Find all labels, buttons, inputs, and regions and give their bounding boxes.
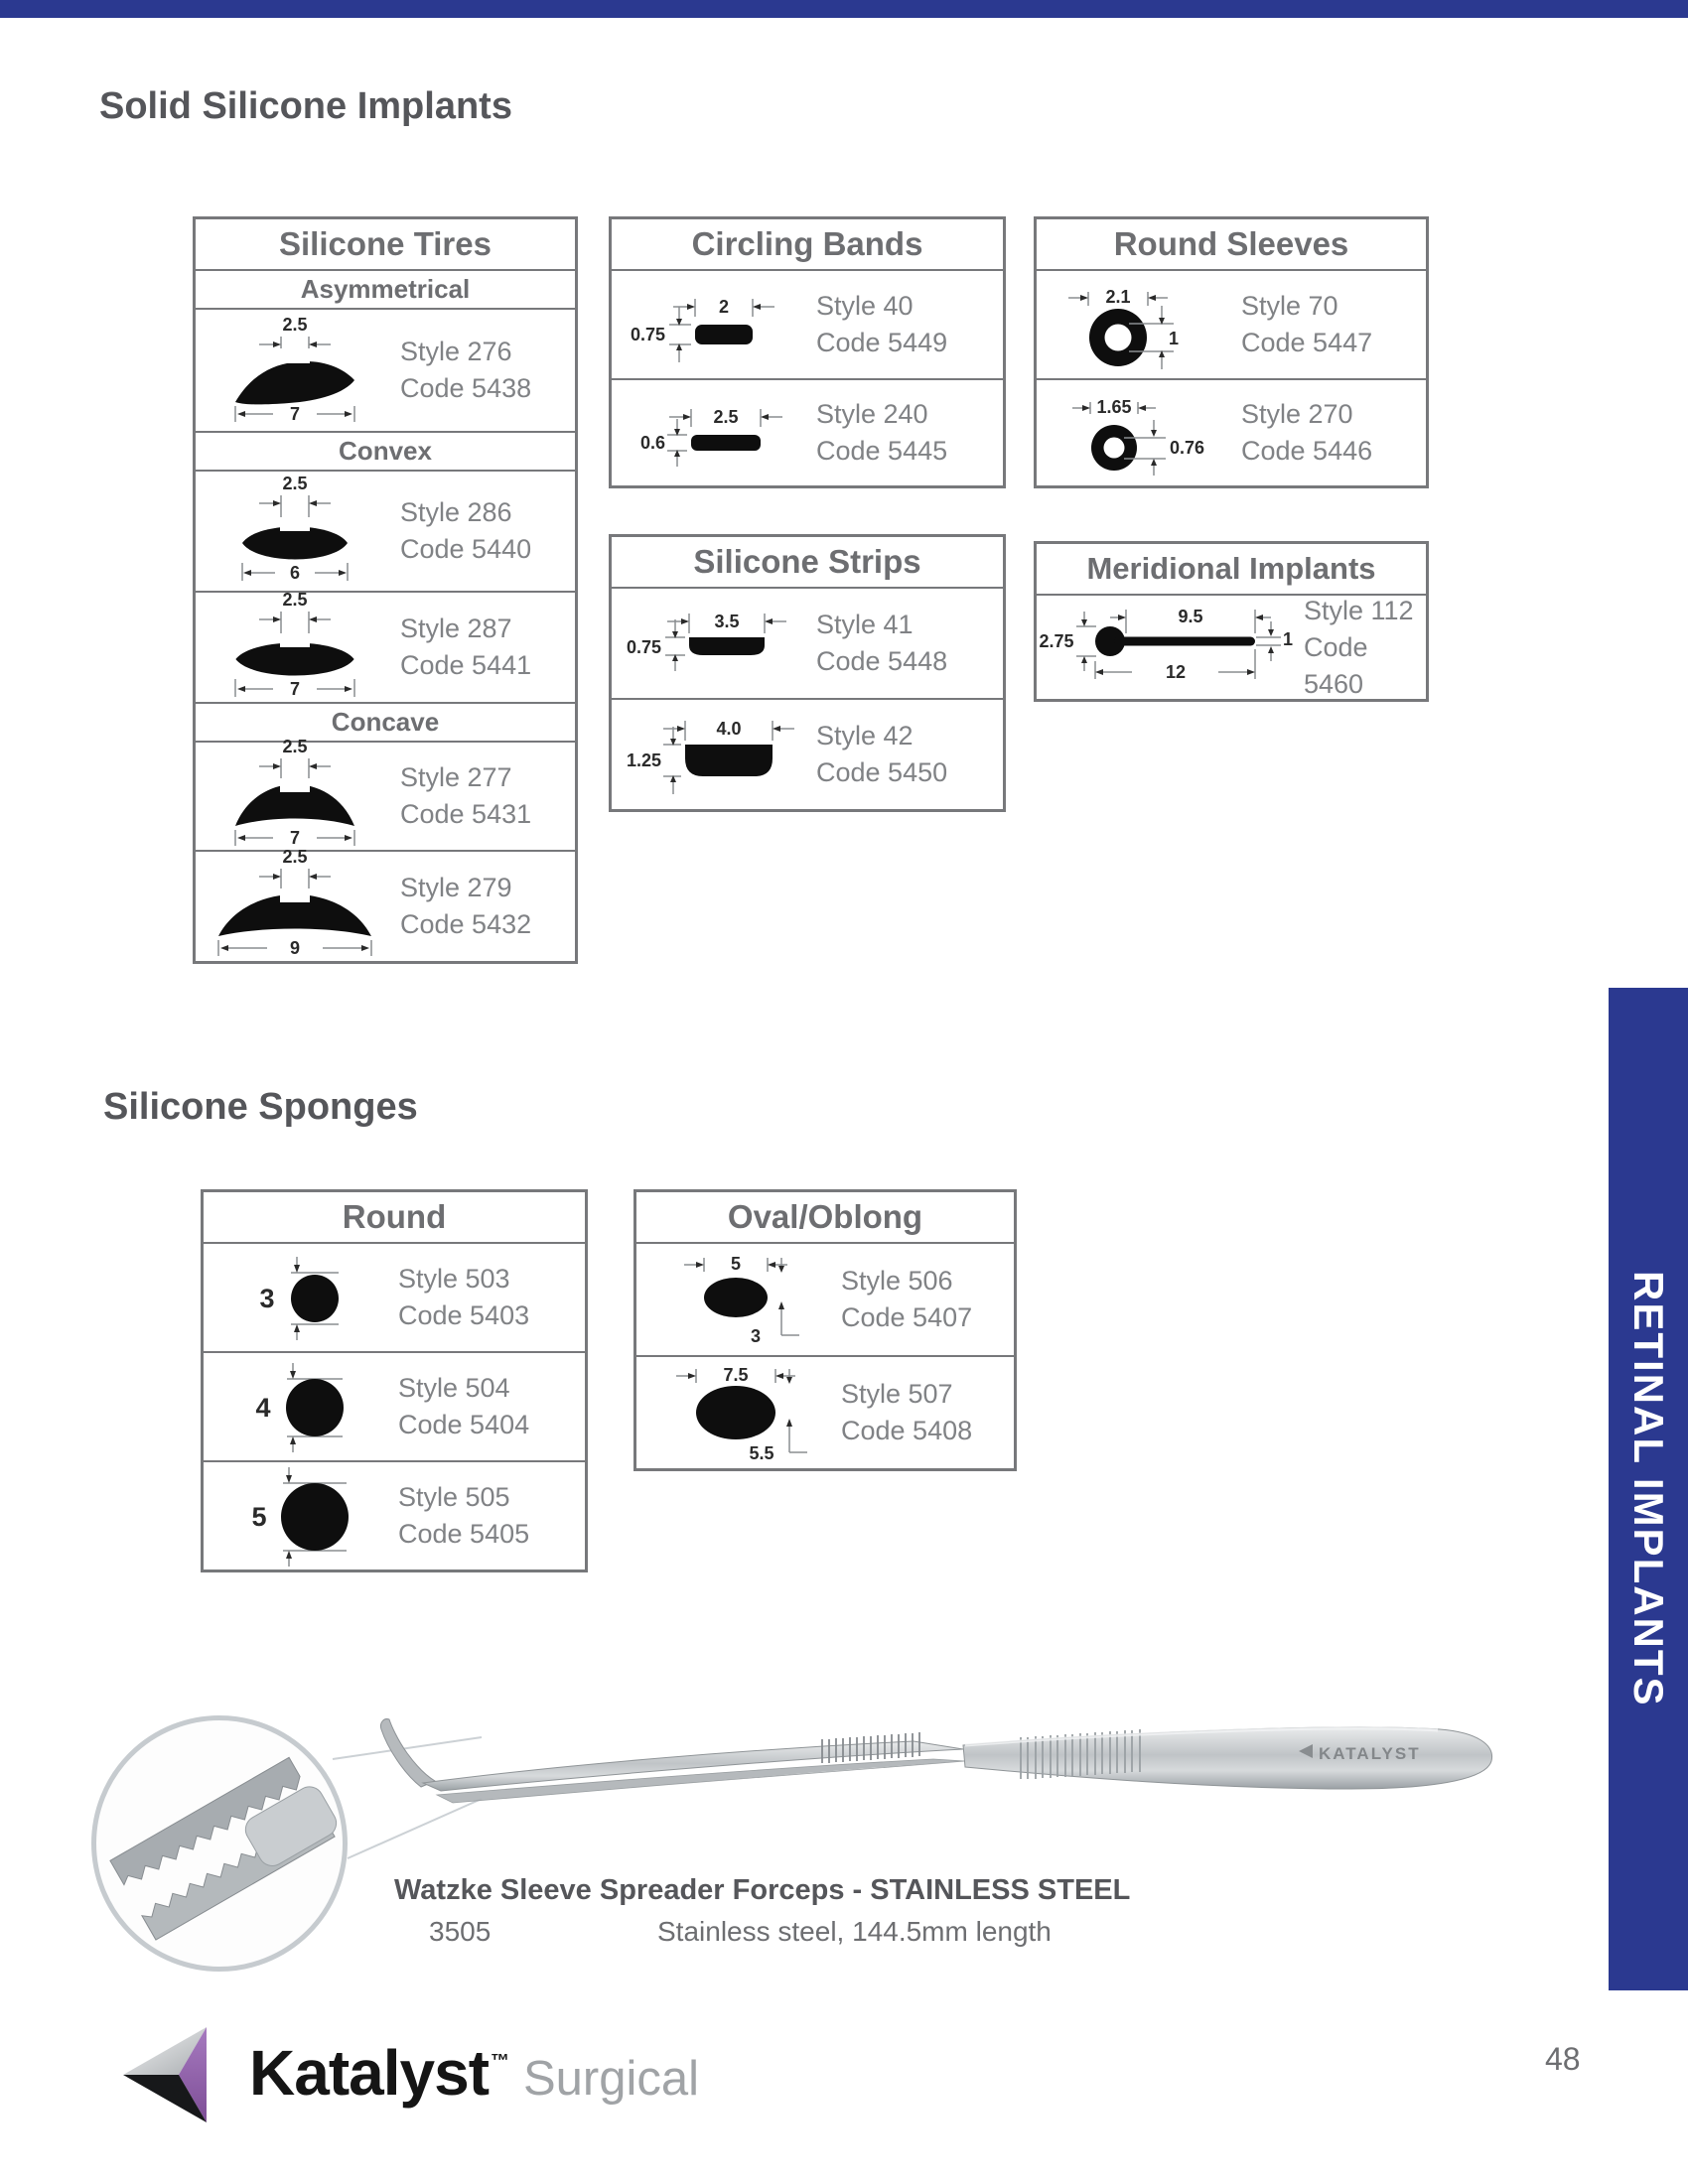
dim-label: 6 bbox=[289, 563, 301, 583]
sleeve-cross-section-diagram bbox=[1037, 272, 1235, 377]
style-label: Style 40 bbox=[816, 291, 914, 321]
silicone-strips-table bbox=[609, 534, 1006, 812]
table-row bbox=[636, 1242, 1014, 1355]
product-text bbox=[394, 611, 531, 684]
dim-label: 2.5 bbox=[282, 849, 308, 867]
dim-label: 1.25 bbox=[626, 751, 661, 770]
table-row bbox=[1037, 594, 1426, 699]
code-label: Code 5447 bbox=[1241, 328, 1373, 357]
brand-logo bbox=[121, 2023, 699, 2122]
table-title: Meridional Implants bbox=[1086, 551, 1376, 586]
table-title: Silicone Tires bbox=[279, 225, 492, 262]
dim-label: 0.75 bbox=[626, 637, 661, 657]
forceps-engraving: KATALYST bbox=[1319, 1744, 1421, 1763]
code-label: Code 5403 bbox=[398, 1300, 530, 1330]
product-text bbox=[810, 718, 947, 791]
tire-convex-cross-section-diagram bbox=[196, 474, 394, 589]
brand-wordmark bbox=[249, 2036, 699, 2110]
style-label: Style 503 bbox=[398, 1264, 510, 1294]
code-label: Code 5450 bbox=[816, 757, 948, 787]
style-label: Style 279 bbox=[400, 873, 512, 902]
style-label: Style 506 bbox=[841, 1266, 953, 1296]
dim-label: 2 bbox=[718, 297, 730, 317]
oval-sponge-diagram bbox=[636, 1359, 835, 1466]
code-label: Code 5438 bbox=[400, 373, 532, 403]
table-row bbox=[636, 1355, 1014, 1468]
style-label: Style 41 bbox=[816, 610, 914, 639]
style-label: Style 42 bbox=[816, 721, 914, 751]
dim-label: 2.5 bbox=[282, 739, 308, 756]
style-label: Style 277 bbox=[400, 762, 512, 792]
dim-label: 3 bbox=[259, 1284, 275, 1313]
dim-label: 5 bbox=[730, 1254, 742, 1274]
product-name: Watzke Sleeve Spreader Forceps - STAINLESS STEEL bbox=[394, 1874, 1131, 1906]
silicone-tires-table bbox=[193, 216, 578, 964]
dim-label: 7 bbox=[289, 828, 301, 848]
tire-convex-cross-section-diagram bbox=[196, 590, 394, 705]
band-cross-section-diagram bbox=[612, 273, 810, 376]
band-cross-section-diagram bbox=[612, 381, 810, 484]
round-sponge-diagram bbox=[204, 1244, 392, 1351]
style-label: Style 504 bbox=[398, 1373, 510, 1403]
dim-label: 9 bbox=[289, 938, 301, 958]
product-text bbox=[1235, 396, 1372, 470]
table-title: Circling Bands bbox=[691, 225, 923, 262]
table-subheader: Asymmetrical bbox=[196, 269, 575, 308]
code-label: Code 5440 bbox=[400, 534, 532, 564]
sleeve-cross-section-diagram bbox=[1037, 380, 1235, 485]
table-row bbox=[204, 1460, 585, 1570]
dim-label: 7.5 bbox=[723, 1365, 749, 1385]
table-row bbox=[196, 308, 575, 431]
product-text bbox=[394, 870, 531, 943]
product-text bbox=[810, 396, 947, 470]
table-row bbox=[196, 591, 575, 702]
dim-label: 7 bbox=[289, 679, 301, 699]
code-label: Code 5460 bbox=[1304, 631, 1368, 699]
product-text bbox=[1235, 288, 1372, 361]
section-title-solid-silicone-implants: Solid Silicone Implants bbox=[99, 85, 512, 127]
product-text bbox=[392, 1370, 529, 1443]
dim-label: 2.75 bbox=[1039, 631, 1074, 651]
sponges-oval-table bbox=[633, 1189, 1017, 1471]
product-text bbox=[394, 334, 531, 407]
table-row bbox=[612, 698, 1003, 809]
style-label: Style 507 bbox=[841, 1379, 953, 1409]
forceps-jaws-zoom bbox=[96, 1720, 343, 1967]
product-text bbox=[394, 494, 531, 568]
product-text bbox=[810, 607, 947, 680]
dim-label: 12 bbox=[1165, 662, 1187, 682]
table-row bbox=[612, 378, 1003, 485]
dim-label: 9.5 bbox=[1178, 607, 1203, 626]
forceps-tip bbox=[380, 1719, 435, 1787]
dim-label: 0.6 bbox=[639, 433, 665, 453]
product-text bbox=[392, 1479, 529, 1553]
code-label: Code 5445 bbox=[816, 436, 948, 466]
product-description: Stainless steel, 144.5mm length bbox=[657, 1916, 1052, 1947]
style-label: Style 286 bbox=[400, 497, 512, 527]
table-row bbox=[196, 470, 575, 591]
style-label: Style 240 bbox=[816, 399, 928, 429]
brand-name: Katalyst bbox=[249, 2037, 489, 2109]
style-label: Style 505 bbox=[398, 1482, 510, 1512]
dim-label: 7 bbox=[289, 404, 301, 424]
tire-concave-cross-section-diagram bbox=[196, 849, 394, 964]
code-label: Code 5407 bbox=[841, 1302, 973, 1332]
code-label: Code 5405 bbox=[398, 1519, 530, 1549]
dim-label: 0.76 bbox=[1170, 438, 1205, 458]
style-label: Style 287 bbox=[400, 614, 512, 643]
round-sleeves-table bbox=[1034, 216, 1429, 488]
sidebar-tab bbox=[1609, 988, 1688, 1990]
page-number: 48 bbox=[1545, 2041, 1581, 2077]
product-text bbox=[392, 1261, 529, 1334]
section-title-silicone-sponges: Silicone Sponges bbox=[103, 1086, 418, 1128]
dim-label: 0.75 bbox=[630, 325, 665, 344]
dim-label: 2.5 bbox=[282, 315, 308, 335]
table-title: Silicone Strips bbox=[693, 543, 921, 580]
meridional-cross-section-diagram bbox=[1037, 596, 1300, 699]
top-accent-bar bbox=[0, 0, 1688, 18]
code-label: Code 5408 bbox=[841, 1416, 973, 1445]
round-sponge-diagram bbox=[204, 1353, 392, 1460]
strip-cross-section-diagram bbox=[612, 703, 810, 806]
table-row bbox=[612, 587, 1003, 698]
product-text bbox=[810, 288, 947, 361]
table-row bbox=[196, 850, 575, 961]
magnifier-inset bbox=[91, 1715, 348, 1972]
round-sponge-diagram bbox=[204, 1462, 392, 1570]
table-subheader: Concave bbox=[196, 702, 575, 741]
code-label: Code 5441 bbox=[400, 650, 532, 680]
dim-label: 1.65 bbox=[1096, 397, 1132, 417]
brand-suffix: Surgical bbox=[523, 2052, 700, 2106]
forceps-photo bbox=[357, 1688, 1519, 1861]
table-title: Oval/Oblong bbox=[727, 1198, 923, 1235]
dim-label: 2.5 bbox=[282, 590, 308, 610]
table-row bbox=[612, 269, 1003, 378]
table-row bbox=[1037, 269, 1426, 378]
product-text bbox=[835, 1376, 972, 1449]
meridional-implants-table bbox=[1034, 541, 1429, 702]
dim-label: 1 bbox=[1283, 629, 1294, 649]
product-text bbox=[394, 759, 531, 833]
dim-label: 4.0 bbox=[716, 719, 742, 739]
dim-label: 2.1 bbox=[1105, 287, 1131, 307]
dim-label: 5 bbox=[251, 1502, 267, 1532]
code-label: Code 5449 bbox=[816, 328, 948, 357]
brand-trademark: ™ bbox=[491, 2051, 509, 2072]
dim-label: 1 bbox=[1169, 329, 1180, 348]
table-row bbox=[1037, 378, 1426, 485]
dim-label: 2.5 bbox=[713, 407, 739, 427]
product-text bbox=[1300, 593, 1426, 703]
code-label: Code 5404 bbox=[398, 1410, 530, 1439]
tire-concave-cross-section-diagram bbox=[196, 739, 394, 854]
sidebar-label: RETINAL IMPLANTS bbox=[1625, 1271, 1672, 1707]
dim-label: 3 bbox=[750, 1326, 762, 1346]
dim-label: 4 bbox=[255, 1393, 271, 1423]
table-row bbox=[204, 1351, 585, 1460]
tire-asymmetrical-cross-section-diagram bbox=[196, 313, 394, 428]
table-row bbox=[196, 741, 575, 850]
circling-bands-table bbox=[609, 216, 1006, 488]
strip-cross-section-diagram bbox=[612, 592, 810, 695]
dim-label: 5.5 bbox=[749, 1443, 774, 1463]
style-label: Style 270 bbox=[1241, 399, 1353, 429]
table-row bbox=[204, 1242, 585, 1351]
oval-sponge-diagram bbox=[636, 1246, 835, 1353]
product-text bbox=[835, 1263, 972, 1336]
code-label: Code 5448 bbox=[816, 646, 948, 676]
forceps-serration-grip bbox=[822, 1732, 919, 1763]
dim-label: 2.5 bbox=[282, 474, 308, 493]
code-label: Code 5431 bbox=[400, 799, 532, 829]
table-title: Round Sleeves bbox=[1113, 225, 1349, 262]
table-subheader: Convex bbox=[196, 431, 575, 470]
dim-label: 3.5 bbox=[714, 612, 740, 631]
style-label: Style 112 bbox=[1304, 595, 1414, 625]
style-label: Style 276 bbox=[400, 337, 512, 366]
code-label: Code 5432 bbox=[400, 909, 532, 939]
logo-triangle-icon bbox=[121, 2023, 235, 2122]
product-sku: 3505 bbox=[429, 1916, 492, 1947]
style-label: Style 70 bbox=[1241, 291, 1338, 321]
sponges-round-table bbox=[201, 1189, 588, 1572]
code-label: Code 5446 bbox=[1241, 436, 1373, 466]
table-title: Round bbox=[342, 1198, 447, 1235]
